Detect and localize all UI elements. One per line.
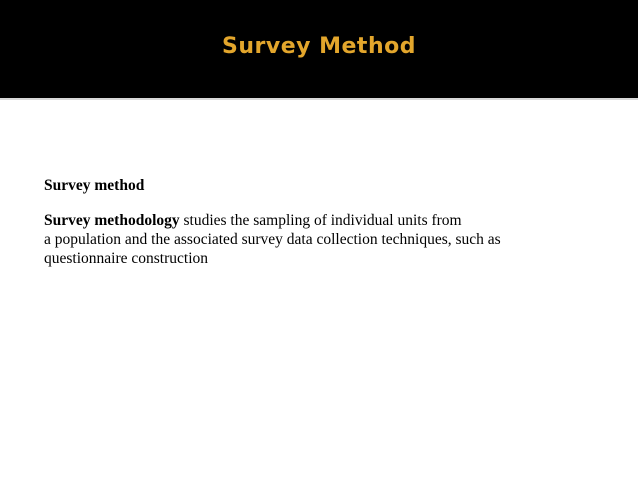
definition-line-2: a population and the associated survey data collection techniques, such as xyxy=(44,231,501,248)
title-bar xyxy=(0,0,638,100)
definition-line-1: studies the sampling of individual units from xyxy=(179,212,462,229)
definition-term: Survey methodology xyxy=(44,212,180,229)
section-heading: Survey method xyxy=(44,177,145,194)
definition-line-3: questionnaire construction xyxy=(44,250,208,267)
slide-body xyxy=(44,176,584,268)
slide-title: Survey Method xyxy=(222,34,416,59)
definition-paragraph xyxy=(44,211,584,268)
